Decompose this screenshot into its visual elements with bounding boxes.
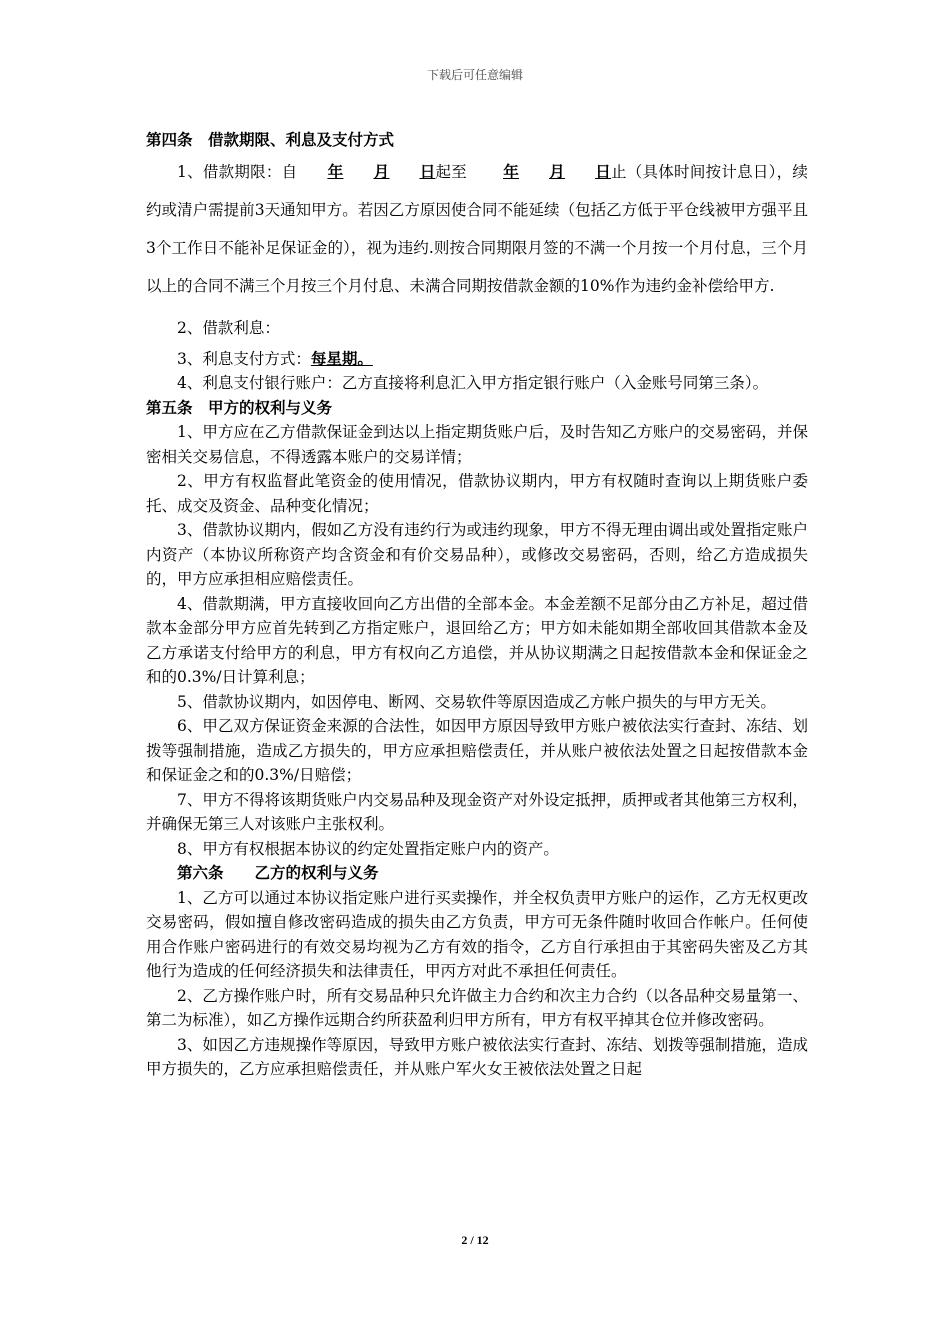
article-5-item: 3、借款协议期内，假如乙方没有违约行为或违约现象，甲方不得无理由调出或处置指定账户内资产（本协议所称资产均含资金和有价交易品种），或修改交易密码，否则，给乙方造成损失的，甲方应承担相应赔偿责任。 — [146, 521, 808, 588]
page-number: 2 / 12 — [461, 1233, 489, 1247]
article-6-title: 第六条 乙方的权利与义务 — [177, 864, 379, 882]
article-5-item: 8、甲方有权根据本协议的约定处置指定账户内的资产。 — [177, 839, 559, 858]
article-6-item: 1、乙方可以通过本协议指定账户进行买卖操作，并全权负责甲方账户的运作，乙方无权更改交易密码，假如擅自修改密码造成的损失由乙方负责，甲方可无条件随时收回合作帐户。任何使用合作账户密码进行的有效交易均视为乙方有效的指令，乙方自行承担由于其密码失密及乙方其他行为造成的任何经济损失和法律责任，甲丙方对此不承担任何责任。 — [146, 888, 808, 980]
article-5-item: 4、借款期满，甲方直接收回向乙方出借的全部本金。本金差额不足部分由乙方补足，超过借款本金部分甲方应首先转到乙方指定账户，退回给乙方；甲方如未能如期全部收回其借款本金及乙方承诺支付给甲方的利息，甲方有权向乙方追偿，并从协议期满之日起按借款本金和保证金之和的0.3%/日计算利息； — [146, 594, 808, 686]
start-date-blank: 年 月 日 — [327, 162, 436, 181]
article-5-title: 第五条 甲方的权利与义务 — [146, 398, 333, 417]
article-5-item: 6、甲乙双方保证资金来源的合法性，如因甲方原因导致甲方账户被依法实行查封、冻结、划拨等强制措施，造成乙方损失的，甲方应承担赔偿责任，并从账户被依法处置之日起按借款本金和保证金之和的0.3%/日赔偿； — [146, 717, 808, 784]
article-4-title: 第四条 借款期限、利息及支付方式 — [146, 131, 395, 149]
article-5-item: 7、甲方不得将该期货账户内交易品种及现金资产对外设定抵押，质押或者其他第三方权利，并确保无第三人对该账户主张权利。 — [146, 790, 808, 833]
term-prefix: 1、借款期限：自 — [177, 162, 298, 181]
article-4-payment-method: 3、利息支付方式：每星期。 — [177, 349, 373, 368]
end-date-blank: 年 月 日 — [502, 162, 612, 181]
article-6-item: 2、乙方操作账户时，所有交易品种只允许做主力合约和次主力合约（以各品种交易量第一、第二为标准），如乙方操作远期合约所获盈利归甲方所有，甲方有权平掉其仓位并修改密码。 — [146, 986, 808, 1029]
article-5-item: 5、借款协议期内，如因停电、断网、交易软件等原因造成乙方帐户损失的与甲方无关。 — [177, 692, 776, 711]
article-4-bank-account: 4、利息支付银行账户：乙方直接将利息汇入甲方指定银行账户（入金账号同第三条）。 — [177, 374, 769, 392]
page-header: 下载后可任意编辑 — [426, 68, 523, 82]
term-suffix: 止（具体时间按计息日），续约或清户需提前3天通知甲方。若因乙方原因使合同不能延续（包括乙方低于平仓线被甲方强平且3个工作日不能补足保证金的），视为违约.则按合同期限月签的不满一个月按一个月付息，三个月以上的合同不满三个月按三个月付息、未满合同期按借款金额的10%作为违约金补偿给甲方. — [146, 162, 808, 295]
document-body — [146, 128, 808, 1082]
article-4-interest: 2、借款利息： — [177, 318, 280, 337]
payment-frequency: 每星期。 — [310, 349, 373, 368]
article-6-item: 3、如因乙方违规操作等原因，导致甲方账户被依法实行查封、冻结、划拨等强制措施，造成甲方损失的，乙方应承担赔偿责任，并从账户军火女王被依法处置之日起 — [146, 1035, 808, 1078]
article-5-item: 1、甲方应在乙方借款保证金到达以上指定期货账户后，及时告知乙方账户的交易密码，并保密相关交易信息，不得透露本账户的交易详情； — [146, 423, 808, 466]
article-5-item: 2、甲方有权监督此笔资金的使用情况，借款协议期内，甲方有权随时查询以上期货账户委托、成交及资金、品种变化情况； — [146, 472, 808, 515]
article-4-term-paragraph — [146, 153, 808, 305]
term-middle: 起至 — [435, 162, 467, 181]
